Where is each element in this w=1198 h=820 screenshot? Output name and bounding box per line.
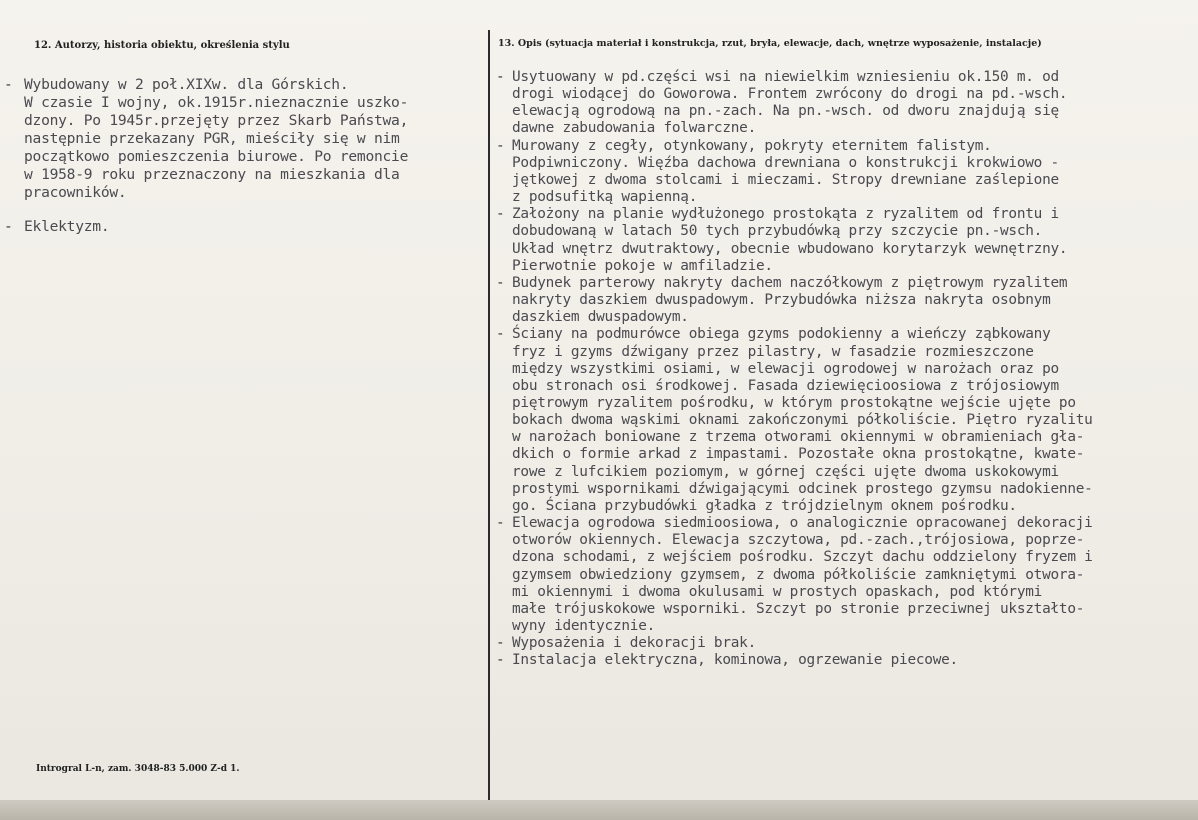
description-line: [496, 429, 1196, 446]
history-text: dzony. Po 1945r.przejęty przez Skarb Państwa,: [24, 112, 409, 129]
list-dash: -: [496, 652, 505, 669]
description-line: [496, 138, 1196, 155]
history-column: [4, 76, 474, 236]
description-text: Murowany z cegły, otynkowany, pokryty eternitem falistym.: [512, 137, 992, 154]
history-text: następnie przekazany PGR, mieściły się w nim: [24, 130, 400, 147]
description-line: [496, 275, 1196, 292]
list-dash: -: [496, 635, 505, 652]
description-text: Podpiwniczony. Więźba dachowa drewniana o konstrukcji krokwiowo -: [512, 154, 1059, 171]
description-text: rowe z lufcikiem poziomym, w górnej części ujęte dwoma uskokowymi: [512, 463, 1059, 480]
description-line: [496, 515, 1196, 532]
description-text: gzymsem obwiedziony gzymsem, z dwoma półkoliście zamkniętymi otwora-: [512, 566, 1085, 583]
description-line: [496, 103, 1196, 120]
list-dash: -: [496, 274, 505, 291]
description-text: Układ wnętrz dwutraktowy, obecnie wbudowano korytarzyk wewnętrzny.: [512, 240, 1068, 257]
description-line: [496, 378, 1196, 395]
list-dash: -: [496, 326, 505, 343]
history-line: [4, 76, 474, 94]
style-line: [4, 218, 474, 236]
description-text: elewacją ogrodową na pn.-zach. Na pn.-wsch. od dworu znajdują się: [512, 103, 1059, 120]
history-line: [4, 112, 474, 130]
description-line: [496, 344, 1196, 361]
list-dash: -: [4, 76, 13, 93]
history-line: [4, 166, 474, 184]
history-line: [4, 130, 474, 148]
description-line: [496, 481, 1196, 498]
list-dash: -: [496, 515, 505, 532]
description-text: dobudowaną w latach 50 tych przybudówką przy szczycie pn.-wsch.: [512, 223, 1043, 240]
description-text: Pierwotnie pokoje w amfiladzie.: [512, 257, 773, 274]
history-text: Wybudowany w 2 poł.XIXw. dla Górskich.: [24, 76, 349, 93]
description-line: [496, 241, 1196, 258]
description-line: [496, 69, 1196, 86]
description-line: [496, 618, 1196, 635]
list-dash: -: [4, 218, 13, 235]
description-line: [496, 189, 1196, 206]
description-text: dawne zabudowania folwarczne.: [512, 120, 757, 137]
history-line: [4, 184, 474, 202]
section-13-header: 13. Opis (sytuacja materiał i konstrukcja, rzut, bryła, elewacje, dach, wnętrze wyposażenie, instalacje): [498, 38, 1042, 49]
description-line: [496, 155, 1196, 172]
description-line: [496, 120, 1196, 137]
printer-footer: Introgral L-n, zam. 3048-83 5.000 Z-d 1.: [36, 764, 240, 774]
description-text: Instalacja elektryczna, kominowa, ogrzewanie piecowe.: [512, 652, 958, 669]
description-line: [496, 258, 1196, 275]
description-line: [496, 206, 1196, 223]
description-text: go. Ściana przybudówki gładka z trójdzielnym oknem pośrodku.: [512, 497, 1017, 514]
description-text: Elewacja ogrodowa siedmioosiowa, o analogicznie opracowanej dekoracji: [512, 515, 1093, 532]
description-text: nakryty daszkiem dwuspadowym. Przybudówka niższa nakryta osobnym: [512, 292, 1051, 309]
description-text: Wyposażenia i dekoracji brak.: [512, 635, 757, 652]
description-text: małe trójuskokowe wsporniki. Szczyt po stronie przeciwnej ukształto-: [512, 600, 1085, 617]
description-line: [496, 498, 1196, 515]
page-bottom-edge: [0, 800, 1198, 820]
description-text: w narożach boniowane z trzema otworami okiennymi w obramieniach gła-: [512, 429, 1085, 446]
description-line: [496, 601, 1196, 618]
description-text: obu stronach osi środkowej. Fasada dziewięcioosiowa z trójosiowym: [512, 377, 1059, 394]
column-divider: [488, 30, 490, 802]
description-line: [496, 446, 1196, 463]
description-text: fryz i gzyms dźwigany przez pilastry, w fasadzie rozmieszczone: [512, 343, 1034, 360]
description-line: [496, 223, 1196, 240]
description-text: jętkowej z dwoma stolcami i mieczami. Stropy drewniane zaślepione: [512, 171, 1059, 188]
description-text: dzona schodami, z wejściem pośrodku. Szczyt dachu oddzielony fryzem i: [512, 549, 1093, 566]
section-12-header: 12. Autorzy, historia obiektu, określenia stylu: [34, 40, 290, 51]
description-line: [496, 464, 1196, 481]
style-text: Eklektyzm.: [24, 218, 110, 235]
description-text: daszkiem dwuspadowym.: [512, 309, 689, 326]
history-text: pracowników.: [24, 184, 127, 201]
list-dash: -: [496, 137, 505, 154]
description-text: z podsufitką wapienną.: [512, 189, 698, 206]
description-text: między wszystkimi osiami, w elewacji ogrodowej w narożach oraz po: [512, 360, 1059, 377]
description-line: [496, 532, 1196, 549]
description-text: dkich o formie arkad z impastami. Pozostałe okna prostokątne, kwate-: [512, 446, 1085, 463]
description-text: wyny identycznie.: [512, 618, 656, 634]
description-text: Budynek parterowy nakryty dachem naczółkowym z piętrowym ryzalitem: [512, 274, 1068, 291]
description-text: prostymi wspornikami dźwigającymi odcinek prostego gzymsu nadokienne-: [512, 480, 1093, 497]
description-line: [496, 584, 1196, 601]
description-line: [496, 361, 1196, 378]
description-text: Ściany na podmurówce obiega gzyms podokienny a wieńczy ząbkowany: [512, 326, 1051, 343]
description-text: mi okiennymi i dwoma okulusami w prostych opaskach, pod którymi: [512, 583, 1043, 600]
description-text: piętrowym ryzalitem pośrodku, w którym prostokątne wejście ujęte po: [512, 394, 1076, 411]
description-text: Usytuowany w pd.części wsi na niewielkim wzniesieniu ok.150 m. od: [512, 69, 1059, 85]
description-line: [496, 86, 1196, 103]
history-line: [4, 94, 474, 112]
description-line: [496, 635, 1196, 652]
description-line: [496, 652, 1196, 669]
description-line: [496, 172, 1196, 189]
history-text: W czasie I wojny, ok.1915r.nieznacznie uszko-: [24, 94, 409, 111]
list-dash: -: [496, 69, 505, 85]
description-line: [496, 549, 1196, 566]
description-line: [496, 326, 1196, 343]
description-text: otworów okiennych. Elewacja szczytowa, pd.-zach.,trójosiowa, poprze-: [512, 532, 1085, 549]
description-text: drogi wiodącej do Goworowa. Frontem zwrócony do drogi na pd.-wsch.: [512, 86, 1068, 103]
description-line: [496, 309, 1196, 326]
history-line: [4, 148, 474, 166]
description-text: bokach dwoma wąskimi oknami zakończonymi półkoliście. Piętro ryzalitu: [512, 412, 1093, 429]
description-column: [496, 69, 1196, 669]
description-line: [496, 395, 1196, 412]
description-line: [496, 567, 1196, 584]
list-dash: -: [496, 206, 505, 223]
history-text: początkowo pomieszczenia biurowe. Po remoncie: [24, 148, 409, 165]
history-text: w 1958-9 roku przeznaczony na mieszkania dla: [24, 166, 400, 183]
description-line: [496, 412, 1196, 429]
description-line: [496, 292, 1196, 309]
description-text: Założony na planie wydłużonego prostokąta z ryzalitem od frontu i: [512, 206, 1059, 223]
